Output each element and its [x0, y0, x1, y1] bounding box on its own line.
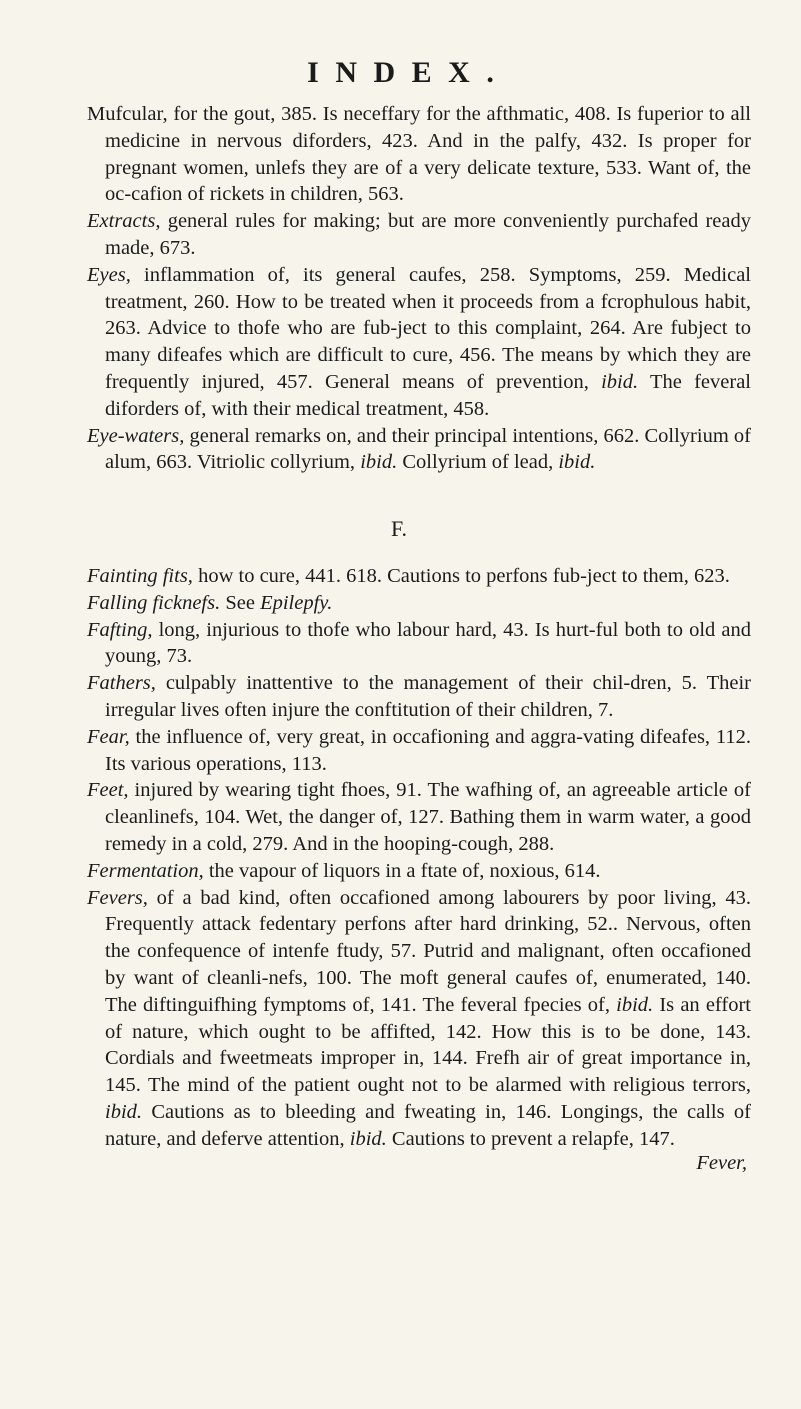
- index-entry: [87, 670, 751, 724]
- entry-headword: Fafting,: [87, 618, 153, 641]
- index-entry: [87, 885, 751, 1153]
- index-entry: [87, 590, 751, 617]
- entry-text: See: [220, 591, 261, 614]
- entry-text: general rules for making; but are more conveniently purchafed ready made, 673.: [105, 210, 751, 259]
- entry-text: Mufcular, for the gout, 385. Is neceffary for the afthmatic, 408. Is fuperior to all medicine in nervous diforders, 423. And in the palfy, 432. Is proper for pregnant women, unlefs they are of a very delicate texture, 533. Want of, the oc-cafion of rickets in children, 563.: [87, 103, 751, 206]
- entry-text: inflammation of, its general caufes, 258. Symptoms, 259. Medical treatment, 260. How to be treated when it proceeds from a fcrophulous habit, 263. Advice to thofe who are fub-ject to this complaint, 264. Are fubject to many difeafes which are difficult to cure, 456. The means by which they are frequently injured, 457. General means of prevention,: [105, 263, 751, 393]
- entry-reference: Epilepfy.: [260, 591, 333, 614]
- catchword: Fever,: [696, 1152, 747, 1175]
- index-entry: [87, 423, 751, 477]
- entry-text: culpably inattentive to the management of their chil-dren, 5. Their irregular lives often injure the conftitution of their children, 7.: [105, 672, 751, 721]
- entry-reference: ibid.: [360, 451, 398, 474]
- entry-headword: Feet,: [87, 779, 129, 802]
- index-entry: [87, 262, 751, 423]
- entry-reference: ibid.: [601, 370, 639, 393]
- entry-headword: Fermentation,: [87, 859, 204, 882]
- index-body: [87, 101, 751, 1177]
- index-entry: [87, 617, 751, 671]
- entry-headword: Fathers,: [87, 672, 156, 695]
- entry-text: Cautions to prevent a relapfe, 147.: [386, 1127, 675, 1150]
- index-entry: [87, 563, 751, 590]
- entry-reference: ibid.: [616, 993, 654, 1016]
- entry-text: injured by wearing tight fhoes, 91. The wafhing of, an agreeable article of cleanlinefs, 104. Wet, the danger of, 127. Bathing them in warm water, a good remedy in a cold, 279. And in the hooping-cough, 288.: [105, 779, 751, 855]
- index-entry: [87, 724, 751, 778]
- entry-text: of a bad kind, often occafioned among labourers by poor living, 43. Frequently attack fedentary perfons after hard drinking, 52.. Nervous, often the confequence of intenfe ftudy, 57. Putrid and malignant, often occafioned by want of cleanli-nefs, 100. The moft general caufes of, enumerated, 140. The diftinguifhing fymptoms of, 141. The feveral fpecies of,: [105, 886, 751, 1016]
- index-entry: [87, 208, 751, 262]
- entry-headword: Fainting fits,: [87, 564, 193, 587]
- index-entry: [87, 858, 751, 885]
- entry-text: the vapour of liquors in a ftate of, noxious, 614.: [203, 859, 601, 882]
- entry-reference: ibid.: [349, 1127, 387, 1150]
- entry-headword: Falling ficknefs.: [87, 591, 221, 614]
- section-e-entries: [87, 101, 751, 476]
- entry-text: general remarks on, and their principal intentions, 662. Collyrium of alum, 663. Vitriolic collyrium,: [105, 424, 751, 474]
- section-f-entries: [87, 563, 751, 1153]
- entry-text: how to cure, 441. 618. Cautions to perfons fub-ject to them, 623.: [192, 564, 730, 587]
- entry-reference: ibid.: [105, 1100, 143, 1123]
- entry-headword: Extracts,: [87, 210, 161, 233]
- section-letter-f: F.: [391, 516, 407, 542]
- page-header: INDEX.: [307, 56, 511, 89]
- entry-headword: Fear,: [87, 725, 130, 748]
- entry-text: long, injurious to thofe who labour hard, 43. Is hurt-ful both to old and young, 73.: [105, 618, 751, 668]
- entry-reference: ibid.: [558, 451, 596, 474]
- index-entry: [87, 777, 751, 857]
- entry-headword: Eyes,: [87, 263, 131, 286]
- index-entry: [87, 101, 751, 208]
- entry-text: Collyrium of lead,: [397, 451, 559, 474]
- entry-text: The feveral diforders of, with their medical treatment, 458.: [105, 370, 751, 420]
- entry-headword: Eye-waters,: [87, 424, 185, 447]
- entry-headword: Fevers,: [87, 886, 148, 909]
- entry-text: the influence of, very great, in occafioning and aggra-vating difeafes, 112. Its various operations, 113.: [105, 725, 751, 775]
- entry-text: Cautions as to bleeding and fweating in, 146. Longings, the calls of nature, and deferve attention,: [105, 1100, 751, 1150]
- entry-text: Is an effort of nature, which ought to be affifted, 142. How this is to be done, 143. Cordials and fweetmeats improper in, 144. Frefh air of great importance in, 145. The mind of the patient ought not to be alarmed with religious terrors,: [105, 993, 751, 1097]
